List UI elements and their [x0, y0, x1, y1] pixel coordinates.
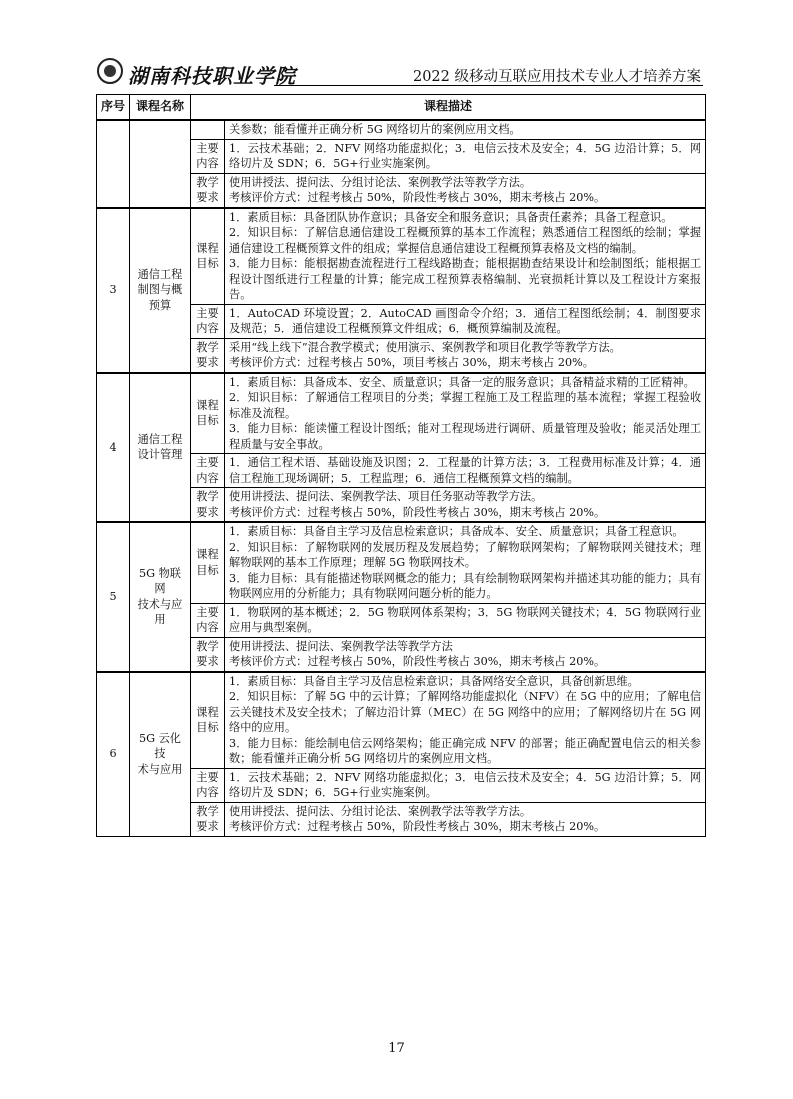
section-label: [191, 637, 225, 672]
section-label-line: 要求: [196, 655, 219, 668]
section-text: [225, 488, 706, 523]
course-name-line: 制图与概: [137, 283, 183, 297]
section-text: [225, 522, 706, 603]
page-number: 17: [388, 1041, 405, 1056]
course-number: 6: [97, 672, 130, 837]
section-label: [191, 304, 225, 338]
description-paragraph: 考核评价方式：过程考核占 50%，阶段性考核占 30%，期末考核占 20%。: [229, 505, 606, 519]
section-label-line: 课程: [196, 241, 219, 255]
section-text: [225, 454, 706, 488]
description-paragraph: 2．知识目标：了解 5G 中的云计算；了解网络功能虚拟化（NFV）在 5G 中的应用；了解电信云关键技术及安全技术；了解边沿计算（MEC）在 5G 网络中的应用；了解网络切片在 5G 网络中的应用。: [229, 690, 702, 734]
section-label-line: 课程: [196, 548, 219, 562]
document-title: 2022 级移动互联应用技术专业人才培养方案: [412, 69, 701, 85]
table-row: [97, 522, 706, 603]
description-paragraph: 3．能力目标：具有能描述物联网概念的能力；具有绘制物联网架构并描述其功能的能力；具有物联网应用的分析能力；具有物联网问题分析的能力。: [229, 571, 702, 600]
section-label-line: 内容: [196, 157, 219, 170]
course-name: [130, 373, 191, 523]
section-label-line: 内容: [196, 786, 219, 799]
description-paragraph: 2．知识目标：了解物联网的发展历程及发展趋势；了解物联网架构；了解物联网关键技术；理解物联网的基本工作原理；理解 5G 物联网技术。: [229, 540, 702, 569]
header-rule: [274, 85, 703, 86]
description-paragraph: 3．能力目标：能读懂工程设计图纸；能对工程现场进行调研、质量管理及验收；能灵活处理工程质量与安全事故。: [229, 422, 702, 451]
description-paragraph: 考核评价方式：过程考核占 50%，项目考核占 30%，期末考核占 20%。: [229, 356, 594, 369]
section-text: [225, 802, 706, 836]
section-label: [191, 603, 225, 637]
course-number: 4: [97, 373, 130, 523]
description-paragraph: 3．能力目标：能根据勘查流程进行工程线路勘查；能根据勘查结果设计和绘制图纸；能根据工程设计图纸进行工程量的计算；能完成工程预算表格编制、光衰损耗计算以及工程设计方案报告。: [229, 257, 702, 301]
description-paragraph: 1．素质目标：具备自主学习及信息检索意识；具备网络安全意识，具备创新思维。: [229, 674, 639, 688]
section-label: [191, 139, 225, 173]
header-name: 课程名称: [130, 95, 191, 121]
description-paragraph: 使用讲授法、提问法、案例教学法、项目任务驱动等教学方法。: [229, 490, 543, 503]
course-name: [130, 208, 191, 373]
course-number: 3: [97, 208, 130, 373]
course-number: [97, 120, 130, 208]
table-header-row: [97, 95, 706, 121]
table-body: [97, 120, 706, 836]
school-logo-icon: [97, 58, 123, 84]
description-paragraph: 2．知识目标：了解通信工程项目的分类；掌握工程施工及工程监理的基本流程；掌握工程验收标准及流程。: [229, 391, 702, 420]
section-label-line: 教学: [196, 175, 219, 189]
course-name-line: 预算: [148, 298, 172, 312]
section-label-line: 主要: [196, 605, 219, 619]
course-name-line: 术与应用: [137, 762, 183, 776]
section-label-line: 内容: [196, 322, 219, 335]
section-label-line: 要求: [196, 505, 219, 519]
section-label: [191, 488, 225, 523]
description-paragraph: 1．素质目标：具备自主学习及信息检索意识；具备成本、安全、质量意识；具备工程意识。: [229, 525, 684, 538]
section-label-line: 教学: [196, 804, 219, 818]
course-number: 5: [97, 522, 130, 672]
description-paragraph: 考核评价方式：过程考核占 50%，阶段性考核占 30%，期末考核占 20%。: [229, 820, 606, 833]
description-paragraph: 3．能力目标：能绘制电信云网络架构；能正确完成 NFV 的部署；能正确配置电信云的相关参数；能看懂并正确分析 5G 网络切片的案例应用文档。: [229, 736, 702, 765]
description-paragraph: 1．通信工程术语、基础设施及识图；2．工程量的计算方法；3．工程费用标准及计算；4．通信工程施工现场调研；5．工程监理；6．通信工程概预算文档的编制。: [229, 456, 702, 485]
section-label-line: 教学: [196, 639, 219, 653]
section-label: [191, 338, 225, 373]
section-label-line: 教学: [196, 490, 219, 503]
section-label-line: 内容: [196, 621, 219, 634]
section-label-line: 教学: [196, 340, 219, 354]
description-paragraph: 采用“线上线下”混合教学模式；使用演示、案例教学和项目化教学等教学方法。: [229, 340, 621, 354]
course-name-line: 技术与应: [137, 597, 183, 611]
section-text: [225, 120, 706, 139]
table-row: [97, 672, 706, 769]
section-label-line: 要求: [196, 356, 219, 369]
section-text: [225, 768, 706, 802]
section-text: [225, 373, 706, 454]
section-label-line: 目标: [196, 721, 219, 734]
course-name-line: 用: [154, 613, 166, 627]
section-label: [191, 208, 225, 305]
section-label-line: 目标: [196, 257, 219, 270]
section-label-line: 要求: [196, 191, 219, 204]
section-label-line: 目标: [196, 414, 219, 428]
section-text: [225, 637, 706, 672]
section-label: [191, 768, 225, 802]
header-desc: 课程描述: [191, 95, 706, 121]
table-row: [97, 120, 706, 139]
section-label: [191, 373, 225, 454]
course-name-line: 通信工程: [137, 432, 183, 446]
course-name: [130, 522, 191, 672]
description-paragraph: 关参数；能看懂并正确分析 5G 网络切片的案例应用文档。: [229, 123, 521, 136]
section-label-line: 主要: [196, 456, 219, 469]
section-text: [225, 672, 706, 769]
section-label-line: 目标: [196, 563, 219, 577]
section-label-line: 课程: [196, 705, 219, 719]
section-label-line: 要求: [196, 820, 219, 833]
table-row: [97, 373, 706, 454]
section-text: [225, 338, 706, 373]
course-table: [96, 94, 706, 837]
description-paragraph: 1．AutoCAD 环境设置；2．AutoCAD 画图命令介绍；3．通信工程图纸绘制；4．制图要求及规范；5．通信建设工程概预算文件组成；6．概预算编制及流程。: [229, 306, 702, 335]
section-label-line: 课程: [196, 398, 219, 412]
section-label: [191, 802, 225, 836]
description-paragraph: 1．素质目标：具备成本、安全、质量意识；具备一定的服务意识；具备精益求精的工匠精神。: [229, 375, 695, 389]
description-paragraph: 1．素质目标：具备团队协作意识；具备安全和服务意识；具备责任素养；具备工程意识。: [229, 210, 673, 224]
section-label: [191, 672, 225, 769]
section-text: [225, 208, 706, 305]
table-row: [97, 208, 706, 305]
course-name: [130, 120, 191, 208]
section-label-line: 内容: [196, 471, 219, 485]
course-name: [130, 672, 191, 837]
course-name-line: 通信工程: [137, 267, 183, 281]
header-no: 序号: [97, 95, 130, 121]
section-text: [225, 139, 706, 173]
description-paragraph: 2．知识目标：了解信息通信建设工程概预算的基本工作流程；熟悉通信工程图纸的绘制；掌握通信建设工程概预算文件的组成；掌握信息通信建设工程概预算表格及文档的编制。: [229, 226, 702, 255]
description-paragraph: 考核评价方式：过程考核占 50%，阶段性考核占 30%，期末考核占 20%。: [229, 655, 606, 668]
section-label-line: 主要: [196, 770, 219, 784]
description-paragraph: 1．云技术基础；2．NFV 网络功能虚拟化；3．电信云技术及安全；4．5G 边沿计算；5．网络切片及 SDN；6．5G+行业实施案例。: [229, 770, 702, 799]
section-label: [191, 173, 225, 208]
section-label-line: 主要: [196, 306, 219, 320]
course-name-line: 5G 物联网: [139, 566, 181, 596]
page-header: [97, 58, 703, 88]
course-name-line: 5G 云化技: [139, 731, 181, 761]
section-text: [225, 173, 706, 208]
description-paragraph: 使用讲授法、提问法、分组讨论法、案例教学法等教学方法。: [229, 804, 532, 818]
section-label: [191, 454, 225, 488]
section-text: [225, 304, 706, 338]
description-paragraph: 使用讲授法、提问法、案例教学法等教学方法: [229, 639, 453, 653]
section-label: [191, 522, 225, 603]
description-paragraph: 1．云技术基础；2．NFV 网络功能虚拟化；3．电信云技术及安全；4．5G 边沿计算；5．网络切片及 SDN；6．5G+行业实施案例。: [229, 141, 702, 170]
school-name: 湖南科技职业学院: [128, 64, 296, 88]
section-text: [225, 603, 706, 637]
description-paragraph: 考核评价方式：过程考核占 50%，阶段性考核占 30%，期末考核占 20%。: [229, 191, 606, 204]
description-paragraph: 使用讲授法、提问法、分组讨论法、案例教学法等教学方法。: [229, 175, 532, 189]
section-label-line: 主要: [196, 141, 219, 155]
description-paragraph: 1．物联网的基本概述；2．5G 物联网体系架构；3．5G 物联网关键技术；4．5G 物联网行业应用与典型案例。: [229, 605, 702, 634]
course-name-line: 设计管理: [137, 448, 183, 462]
section-label: [191, 120, 225, 139]
